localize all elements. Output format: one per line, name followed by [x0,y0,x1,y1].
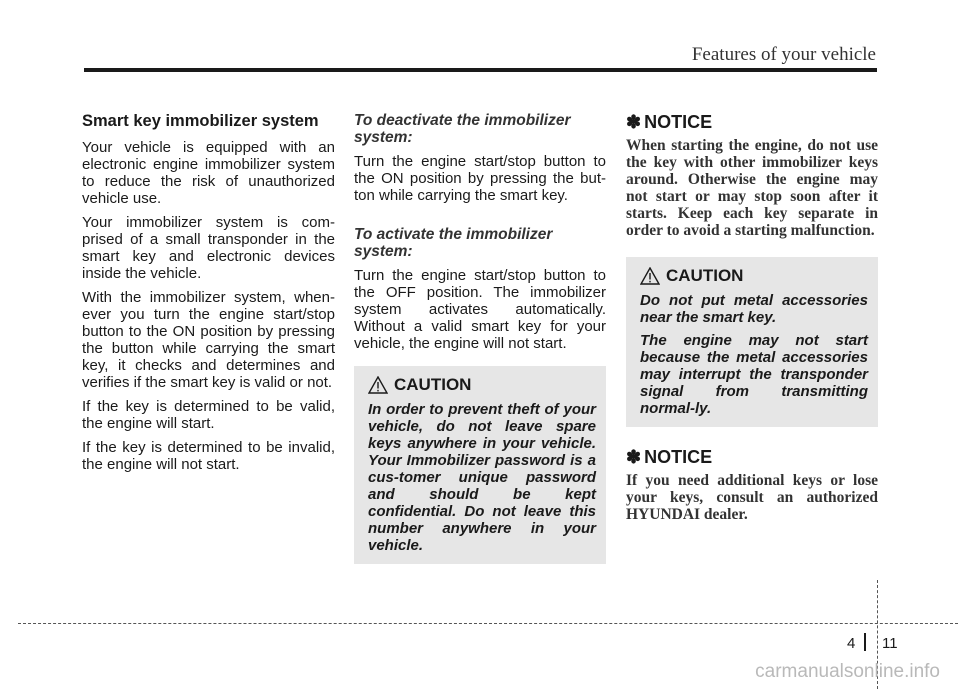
activate-text: Turn the engine start/stop button to the OFF position. The immobilizer system activates automatically. Without a valid smart key for your vehicle, the engine will not start. [354,267,606,352]
caution-text: The engine may not start because the metal accessories may interrupt the transponder signal from transmitting normal-ly. [640,332,868,417]
notice-text: When starting the engine, do not use the key with other immobilizer keys around. Otherwise the engine may not start or may stop soon after it starts. Keep each key separate in order to avoid a starting malfunction. [626,137,878,239]
notice-asterisk-icon: ✽ [626,447,642,467]
page-separator [864,633,866,651]
header-rule [84,68,877,72]
caution-title: CAUTION [394,375,472,394]
watermark: carmanualsonline.info [755,661,940,682]
paragraph: Your immobilizer system is com-prised of a small transponder in the smart key and electronic devices inside the vehicle. [82,214,335,282]
paragraph: If the key is determined to be valid, the engine will start. [82,398,335,432]
caution-text: In order to prevent theft of your vehicle, do not leave spare keys anywhere in your vehicle. Your Immobilizer password is a cus-tomer unique password and should be kept confidential. Do not leave this number anywhere in your vehicle. [368,401,596,554]
caution-box [354,366,606,564]
section-title: Features of your vehicle [691,44,876,65]
notice-text: If you need additional keys or lose your keys, consult an authorized HYUNDAI dealer. [626,472,878,523]
notice-header [626,112,878,133]
footer-rule [18,623,958,624]
warning-triangle-icon [640,267,660,285]
paragraph: Your vehicle is equipped with an electronic engine immobilizer system to reduce the risk of unauthorized vehicle use. [82,139,335,207]
notice-header [626,447,878,468]
section-heading: Smart key immobilizer system [82,112,319,130]
deactivate-heading: To deactivate the immobilizer system: [354,112,571,146]
column-immobilizer-intro [82,112,335,480]
notice-title: NOTICE [644,447,713,467]
deactivate-text: Turn the engine start/stop button to the ON position by pressing the but-ton while carrying the smart key. [354,153,606,204]
column-activation [354,112,606,564]
column-notices [626,112,878,523]
caution-title: CAUTION [666,266,744,285]
caution-text: Do not put metal accessories near the smart key. [640,292,868,326]
page-number: 11 [882,635,898,652]
caution-header [368,375,596,395]
paragraph: With the immobilizer system, when-ever you turn the engine start/stop button to the ON position by pressing the button while carrying the smart key, it checks and determines and verifies if the smart key is valid or not. [82,289,335,391]
caution-box [626,257,878,427]
warning-triangle-icon [368,376,388,394]
caution-header [640,266,868,286]
paragraph: If the key is determined to be invalid, the engine will not start. [82,439,335,473]
activate-heading: To activate the immobilizer system: [354,226,553,260]
notice-asterisk-icon: ✽ [626,112,642,132]
notice-title: NOTICE [644,112,713,132]
chapter-number: 4 [847,635,856,652]
